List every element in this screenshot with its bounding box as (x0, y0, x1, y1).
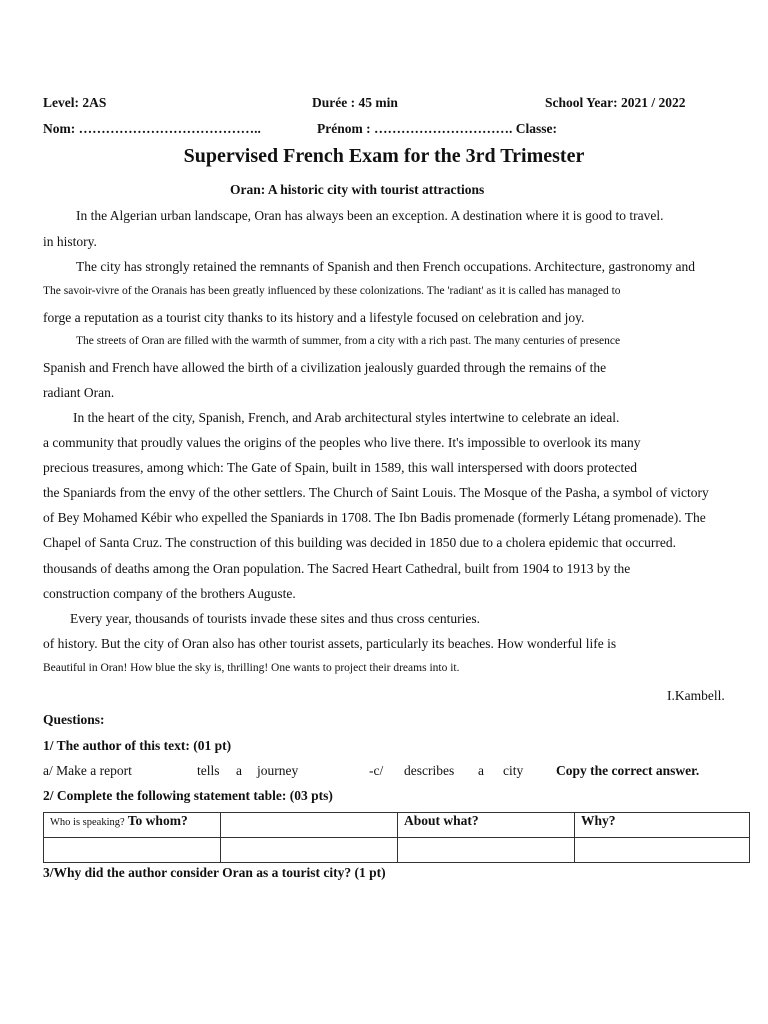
text-line: of Bey Mohamed Kébir who expelled the Spaniards in 1708. The Ibn Badis promenade (formerly Létang promenade). The (43, 510, 706, 525)
text-line: precious treasures, among which: The Gate of Spain, built in 1589, this wall interspersed with doors protected (43, 460, 637, 475)
answer-cell[interactable] (221, 838, 398, 863)
header-to-whom: To whom? (127, 813, 188, 828)
text-line: thousands of deaths among the Oran population. The Sacred Heart Cathedral, built from 1904 to 1913 by the (43, 561, 631, 576)
answer-cell[interactable] (44, 838, 221, 863)
duration-label: Durée : 45 min (312, 95, 398, 110)
option-b-word: journey (257, 763, 299, 778)
q1-instruction: Copy the correct answer. (556, 763, 700, 778)
answer-cell[interactable] (398, 838, 575, 863)
questions-heading: Questions: (43, 712, 105, 727)
question-2: 2/ Complete the following statement table: (03 pts) (43, 788, 333, 803)
text-line: In the Algerian urban landscape, Oran has always been an exception. A destination where it is good to travel. (76, 208, 664, 223)
text-line: Every year, thousands of tourists invade these sites and thus cross centuries. (70, 611, 480, 626)
option-b-word: a (236, 763, 242, 778)
table-row (44, 838, 750, 863)
table-header-row (44, 813, 750, 838)
text-line: the Spaniards from the envy of the other settlers. The Church of Saint Louis. The Mosque of the Pasha, a symbol of victory (43, 485, 709, 500)
question-1: 1/ The author of this text: (01 pt) (43, 738, 232, 753)
level-label: Level: 2AS (43, 95, 107, 110)
text-line: In the heart of the city, Spanish, French, and Arab architectural styles intertwine to celebrate an ideal. (73, 410, 620, 425)
question-3: 3/Why did the author consider Oran as a tourist city? (1 pt) (43, 865, 386, 880)
text-line: construction company of the brothers Auguste. (43, 586, 296, 601)
statement-table (43, 812, 750, 863)
text-line: Chapel of Santa Cruz. The construction of this building was decided in 1850 due to a cholera epidemic that occurred. (43, 535, 676, 550)
option-a: a/ Make a report (43, 763, 132, 778)
text-line: The streets of Oran are filled with the warmth of summer, from a city with a rich past. The many centuries of presence (76, 335, 621, 347)
school-year-label: School Year: 2021 / 2022 (545, 95, 686, 110)
header-cell-why: Why? (575, 813, 750, 838)
option-c-word: a (478, 763, 484, 778)
option-c-word: city (503, 763, 524, 778)
header-cell-what: About what? (398, 813, 575, 838)
text-line: forge a reputation as a tourist city thanks to its history and a lifestyle focused on celebration and joy. (43, 310, 585, 325)
text-subtitle: Oran: A historic city with tourist attractions (230, 182, 485, 197)
author-name: I.Kambell. (667, 688, 725, 703)
answer-cell[interactable] (575, 838, 750, 863)
text-line: The city has strongly retained the remnants of Spanish and then French occupations. Architecture, gastronomy and (76, 259, 695, 274)
text-line: The savoir-vivre of the Oranais has been greatly influenced by these colonizations. The 'radiant' as it is called has managed to (43, 285, 621, 297)
header-cell-empty (221, 813, 398, 838)
text-line: in history. (43, 234, 97, 249)
text-line: Spanish and French have allowed the birth of a civilization jealously guarded through the remains of the (43, 360, 607, 375)
text-line: a community that proudly values the origins of the peoples who live there. It's impossible to overlook its many (43, 435, 641, 450)
text-line: Beautiful in Oran! How blue the sky is, thrilling! One wants to project their dreams into it. (43, 662, 460, 674)
text-line: radiant Oran. (43, 385, 115, 400)
text-line: of history. But the city of Oran also has other tourist assets, particularly its beaches. How wonderful life is (43, 636, 617, 651)
prenom-classe-field: Prénom : …………………………. Classe: (317, 121, 557, 136)
option-c-word: describes (404, 763, 455, 778)
nom-field: Nom: ………………………………….. (43, 121, 261, 136)
option-b-word: tells (197, 763, 220, 778)
header-cell-who (44, 813, 221, 838)
header-who-speaking: Who is speaking? (50, 817, 125, 828)
exam-title: Supervised French Exam for the 3rd Trimester (183, 145, 585, 167)
option-c-word: -c/ (369, 763, 384, 778)
